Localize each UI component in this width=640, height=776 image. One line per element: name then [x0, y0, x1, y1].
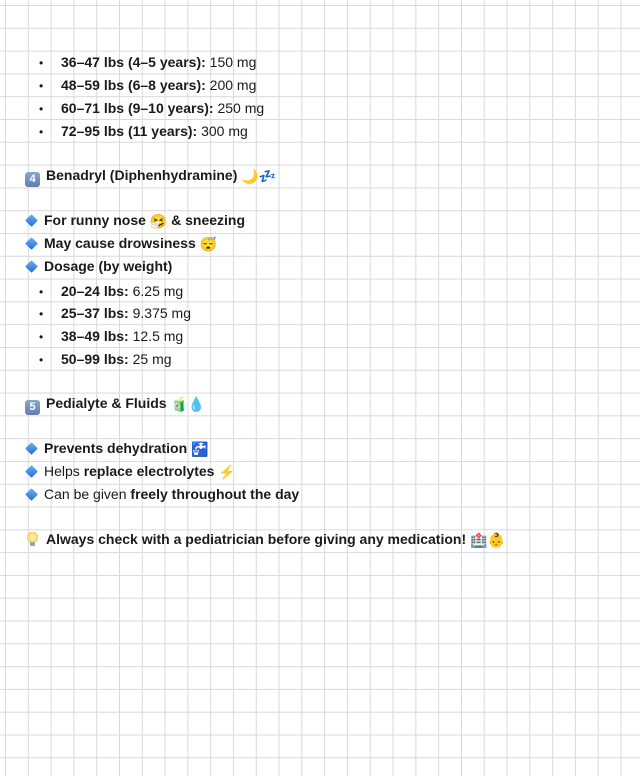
point-text: May cause drowsiness — [44, 235, 196, 251]
benadryl-point — [25, 209, 245, 231]
point-prefix: Can be given — [44, 486, 131, 502]
dose-item — [39, 74, 256, 96]
dose-item — [39, 280, 183, 302]
blue-diamond-icon — [25, 260, 38, 273]
dose-weight: 50–99 lbs: — [61, 351, 129, 367]
bullet-dot: • — [39, 79, 44, 93]
hospital-baby-icon: 🏥👶 — [470, 532, 505, 548]
lightning-icon: ⚡ — [218, 464, 236, 480]
blue-diamond-icon — [25, 237, 38, 250]
number-5-icon: 5 — [25, 400, 40, 415]
section-title: Pedialyte & Fluids — [46, 395, 167, 411]
blue-diamond-icon — [25, 442, 38, 455]
dose-item — [39, 348, 172, 370]
bullet-dot: • — [39, 125, 44, 139]
bullet-dot: • — [39, 353, 44, 367]
bullet-dot: • — [39, 307, 44, 321]
moon-sleep-icon: 🌙💤 — [241, 168, 277, 184]
section-heading-pedialyte — [25, 392, 205, 414]
bullet-dot: • — [39, 102, 44, 116]
point-text: Dosage (by weight) — [44, 258, 173, 274]
point-text: freely throughout the day — [130, 486, 300, 502]
sneezing-face-icon: 🤧 — [149, 213, 168, 229]
point-text-continued: & sneezing — [171, 212, 246, 228]
dose-amount: 200 mg — [209, 77, 257, 93]
pedialyte-point — [25, 460, 236, 482]
dose-item — [39, 97, 264, 119]
dose-amount: 25 mg — [132, 351, 172, 367]
point-text: replace electrolytes — [83, 463, 215, 479]
point-text: For runny nose — [44, 212, 146, 228]
blue-diamond-icon — [25, 214, 38, 227]
dose-item — [39, 120, 248, 142]
number-4-icon: 4 — [25, 172, 40, 187]
footer-text: Always check with a pediatrician before giving any medication! — [46, 531, 467, 547]
dose-item — [39, 302, 191, 324]
dose-amount: 300 mg — [201, 123, 248, 139]
dose-weight: 60–71 lbs (9–10 years): — [61, 100, 214, 116]
section-heading-benadryl — [25, 164, 276, 186]
pedialyte-point — [25, 437, 208, 459]
dose-amount: 150 mg — [209, 54, 257, 70]
pedialyte-point — [25, 483, 299, 505]
dose-item — [39, 51, 256, 73]
dose-amount: 6.25 mg — [132, 283, 184, 299]
dose-weight: 25–37 lbs: — [61, 305, 129, 321]
benadryl-point — [25, 232, 217, 254]
dose-amount: 250 mg — [217, 100, 265, 116]
dose-weight: 38–49 lbs: — [61, 328, 129, 344]
bullet-dot: • — [39, 285, 44, 299]
dose-weight: 48–59 lbs (6–8 years): — [61, 77, 206, 93]
blue-diamond-icon — [25, 465, 38, 478]
dose-amount: 9.375 mg — [132, 305, 191, 321]
benadryl-point — [25, 255, 172, 277]
dose-weight: 72–95 lbs (11 years): — [61, 123, 198, 139]
dose-item — [39, 325, 183, 347]
footer-note — [25, 528, 505, 550]
point-prefix: Helps — [44, 463, 84, 479]
bullet-dot: • — [39, 330, 44, 344]
bullet-dot: • — [39, 56, 44, 70]
dose-weight: 20–24 lbs: — [61, 283, 129, 299]
dose-amount: 12.5 mg — [132, 328, 184, 344]
water-tap-icon: 🚰 — [191, 441, 209, 457]
dose-weight: 36–47 lbs (4–5 years): — [61, 54, 206, 70]
juice-droplet-icon: 🧃💧 — [170, 396, 206, 412]
lightbulb-icon — [27, 532, 38, 546]
sleeping-face-icon: 😴 — [199, 236, 218, 252]
blue-diamond-icon — [25, 488, 38, 501]
section-title: Benadryl (Diphenhydramine) — [46, 167, 238, 183]
point-text: Prevents dehydration — [44, 440, 188, 456]
